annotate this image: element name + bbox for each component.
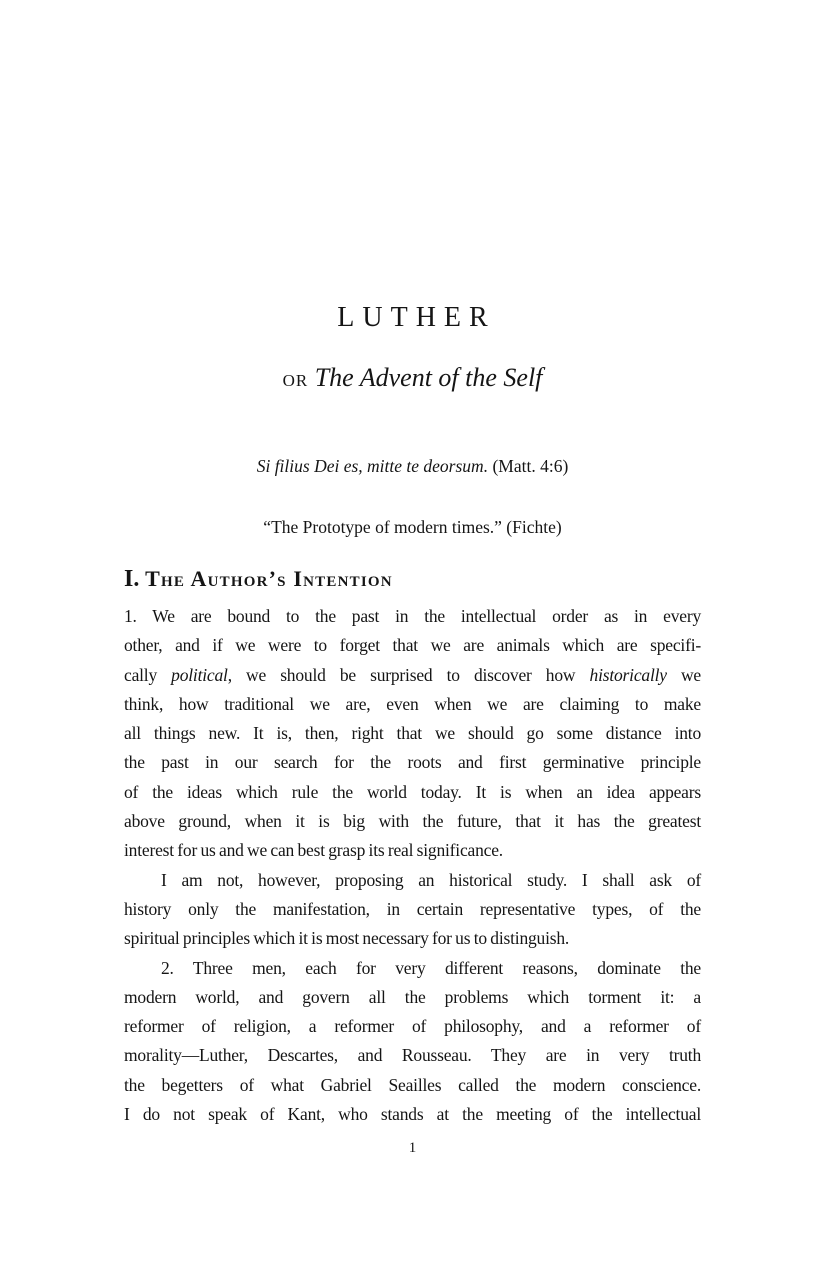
body-text-line (124, 983, 701, 1012)
text-segment: history only the manifestation, in certain representative types, of the (124, 898, 701, 919)
body-text-line (124, 602, 701, 631)
text-segment: 2. Three men, each for very different reasons, dominate the (161, 957, 701, 978)
body-text-line (124, 719, 701, 748)
text-segment: reformer of religion, a reformer of philosophy, and a reformer of (124, 1016, 701, 1037)
text-segment: spiritual principles which it is most necessary for us to distinguish. (124, 928, 570, 949)
chapter-subtitle (0, 362, 825, 395)
text-segment: we (666, 664, 702, 685)
page-number: 1 (408, 1140, 417, 1156)
italic-text: political (171, 664, 228, 685)
epigraph-quote-text: “The Prototype of modern times.” (Fichte) (263, 517, 562, 537)
text-segment: 1. We are bound to the past in the intellectual order as in every (124, 606, 701, 626)
text-segment: all things new. It is, then, right that we should go some distance into (124, 723, 701, 744)
body-text-line (124, 1100, 701, 1129)
body-text-line (124, 1071, 701, 1100)
body-text-line (124, 1012, 701, 1041)
italic-text: historically (589, 664, 667, 685)
body-text-line (124, 895, 701, 924)
body-text-line (124, 866, 701, 895)
text-segment: morality—Luther, Descartes, and Rousseau. They are in very truth (124, 1045, 701, 1066)
subtitle-prefix: or (282, 366, 309, 392)
body-text-line (124, 836, 701, 865)
epigraph-quote (0, 515, 825, 539)
section-number: I. (124, 566, 140, 592)
epigraph-latin (0, 454, 825, 478)
text-segment: the begetters of what Gabriel Seailles called the modern conscience. (124, 1074, 701, 1095)
epigraph-latin-source: (Matt. 4:6) (488, 456, 569, 476)
body-text-line (124, 954, 701, 983)
chapter-title: LUTHER (337, 302, 496, 333)
text-segment: of the ideas which rule the world today. It is when an idea appears (124, 781, 701, 802)
text-segment: think, how traditional we are, even when we are claiming to make (124, 693, 701, 714)
body-text-line (124, 631, 701, 660)
text-segment: I am not, however, proposing an historical study. I shall ask of (161, 869, 701, 890)
body-text-line (124, 924, 701, 953)
body-text-line (124, 690, 701, 719)
subtitle-italic: The Advent of the Self (314, 363, 543, 392)
body-text (124, 602, 701, 1129)
text-segment: interest for us and we can best grasp its real significance. (124, 840, 503, 861)
text-segment: other, and if we were to forget that we are animals which are specifi- (124, 635, 701, 656)
text-segment: the past in our search for the roots and first germinative principle (124, 752, 701, 773)
text-segment: , we should be surprised to discover how (227, 664, 590, 685)
text-segment: cally (124, 664, 172, 685)
section-heading (124, 563, 701, 595)
epigraph-latin-text: Si filius Dei es, mitte te deorsum. (256, 456, 489, 476)
section-title: The Author’s Intention (145, 566, 393, 591)
body-text-line (124, 807, 701, 836)
body-text-line (124, 778, 701, 807)
body-text-line (124, 1041, 701, 1070)
body-text-line (124, 748, 701, 777)
text-segment: above ground, when it is big with the future, that it has the greatest (124, 811, 701, 832)
text-segment: modern world, and govern all the problems which torment it: a (124, 986, 701, 1007)
body-text-line (124, 661, 701, 690)
text-segment: I do not speak of Kant, who stands at the meeting of the intellectual (124, 1104, 701, 1125)
